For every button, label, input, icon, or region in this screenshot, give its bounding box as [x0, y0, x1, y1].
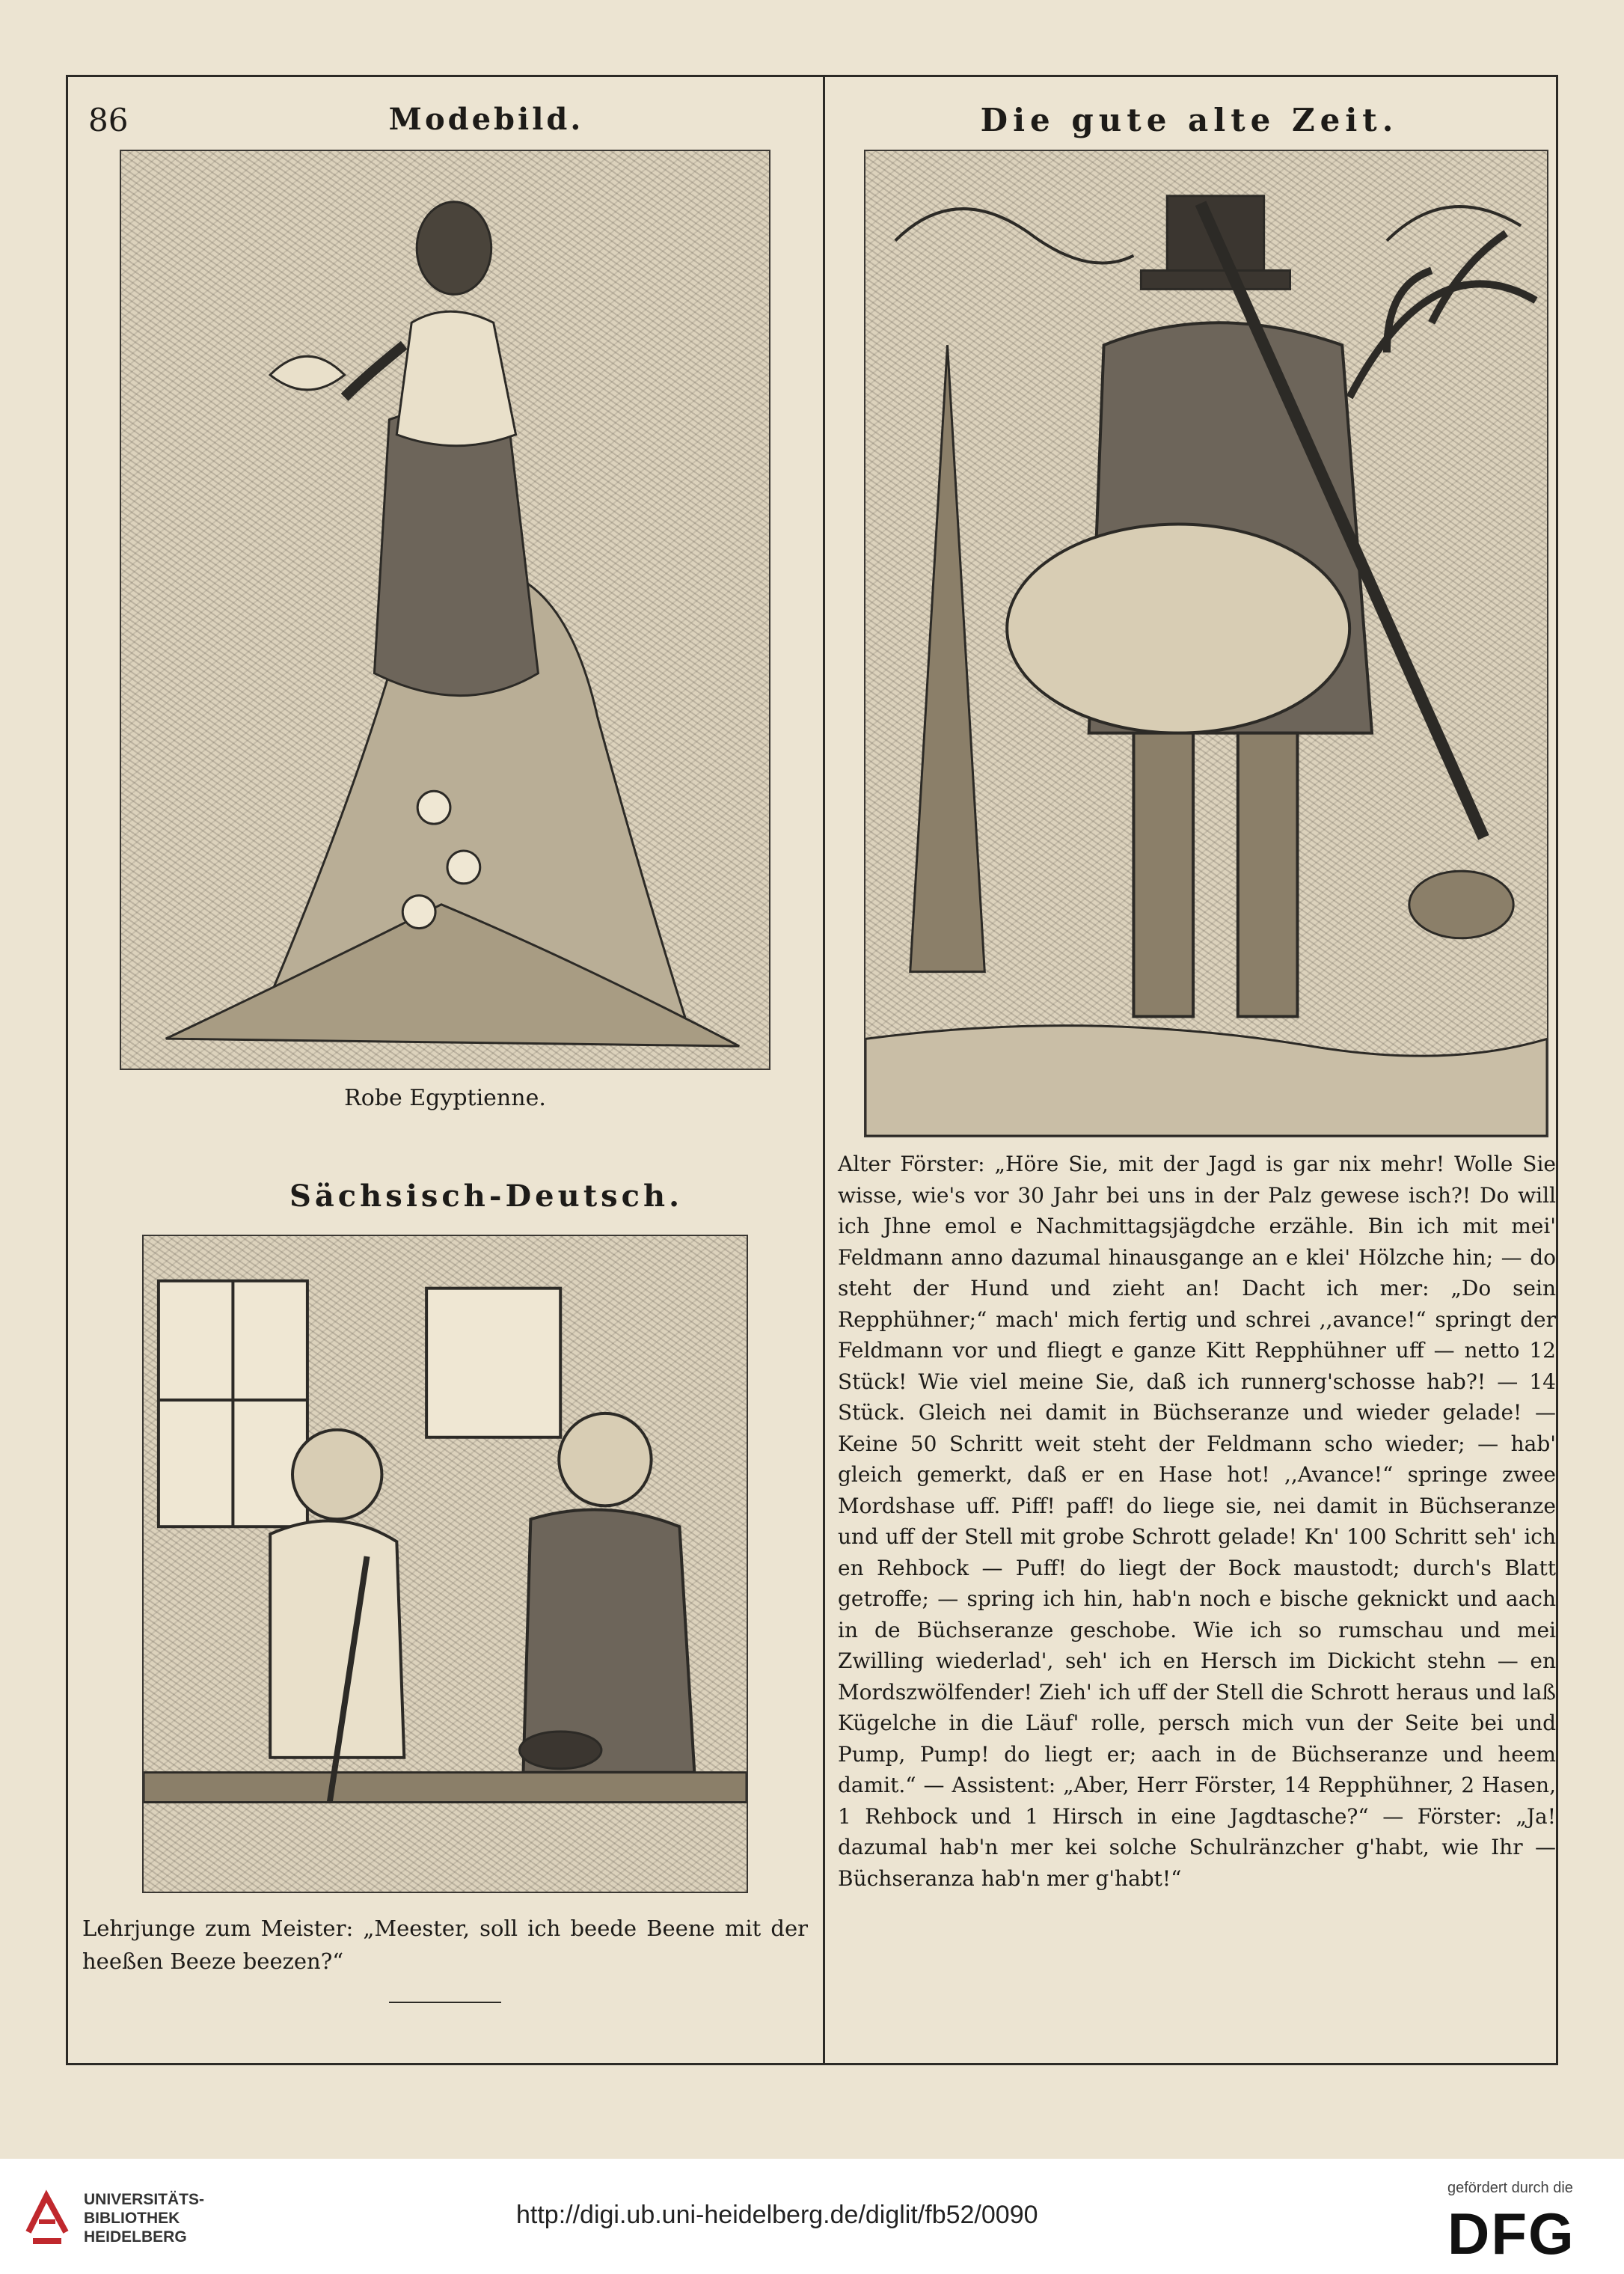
- library-name-line: HEIDELBERG: [84, 2228, 187, 2246]
- column-divider: [823, 75, 825, 2065]
- end-rule: [389, 2002, 501, 2003]
- page-number: 86: [88, 102, 129, 138]
- dfg-logo[interactable]: DFG: [1447, 2201, 1575, 2267]
- forester-illustration: [864, 150, 1548, 1137]
- library-name-line: UNIVERSITÄTS-: [84, 2191, 205, 2208]
- fashion-caption: Robe Egyptienne.: [344, 1085, 546, 1111]
- library-name-line: BIBLIOTHEK: [84, 2210, 180, 2227]
- ub-heidelberg-logo-icon[interactable]: [21, 2187, 73, 2247]
- saxon-caption: Lehrjunge zum Meister: „Meester, soll ich beede Beene mit der heeßen Beeze beezen?“: [82, 1916, 808, 1974]
- digitization-footer: [0, 2159, 1624, 2274]
- section-title-story: Die gute alte Zeit.: [980, 102, 1399, 138]
- funding-note: gefördert durch die: [1447, 2180, 1573, 2196]
- library-name[interactable]: [84, 2190, 204, 2246]
- story-text: Alter Förster: „Höre Sie, mit der Jagd is gar nix mehr! Wolle Sie wisse, wie's vor 30 Jahr bei uns in der Palz gewese isch?! Do will ich Jhne emol e Nachmittagsjägdche erzähle. Bin ich mit mei' Feldmann anno dazumal hinausgange an e klei' Hölzche hin; — do steht der Hund und zieht an! Dacht ich mer: „Do sein Repphühner;“ mach' mich fertig und schrei ,,avance!“ springt der Feldmann vor und fliegt e ganze Kitt Repphühner uff — netto 12 Stück! Wie viel meine Sie, daß ich runnerg'schosse hab?! — 14 Stück. Gleich nei damit in Büchseranze und wieder gelade! — Keine 50 Schritt weit steht der Feldmann scho wieder; — hab' gleich gemerkt, daß er en Hase hot! ,,Avance!“ springe zwee Mordshase uff. Piff! paff! do liege sie, nei damit in Büchseranze und uff der Stell mit grobe Schrott gelade! Kn' 100 Schritt seh' ich en Rehbock — Puff! do liegt der Bock maustodt; durch's Blatt getroffe; — spring ich hin, hab'n noch e bische geknickt und aach in de Büchseranze geschobe. Wie ich so rumschau und mei Zwilling wiederlad', seh' ich en Hersch im Dickicht stehn — en Mordszwölfender! Zieh' ich uff der Stell die Schrott heraus und laß Kügelche in die Läuf' rolle, persch mich vun der Seite bei und Pump, Pump! do liegt er; aach in de Büchseranze und heem damit.“ — Assistent: „Aber, Herr Förster, 14 Repphühner, 2 Hasen, 1 Rehbock und 1 Hirsch in eine Jagdtasche?“ — Förster: „Ja! dazumal hab'n mer kei solche Schulränzcher g'habt, wie Ihr — Büchseranza hab'n mer g'habt!“: [838, 1152, 1556, 1891]
- section-title-fashion: Modebild.: [388, 102, 584, 137]
- workshop-illustration: [142, 1235, 748, 1893]
- section-title-saxon: Sächsisch-Deutsch.: [289, 1179, 684, 1214]
- fashion-illustration: [120, 150, 770, 1070]
- permalink-url[interactable]: http://digi.ub.uni-heidelberg.de/diglit/fb52/0090: [516, 2201, 1038, 2229]
